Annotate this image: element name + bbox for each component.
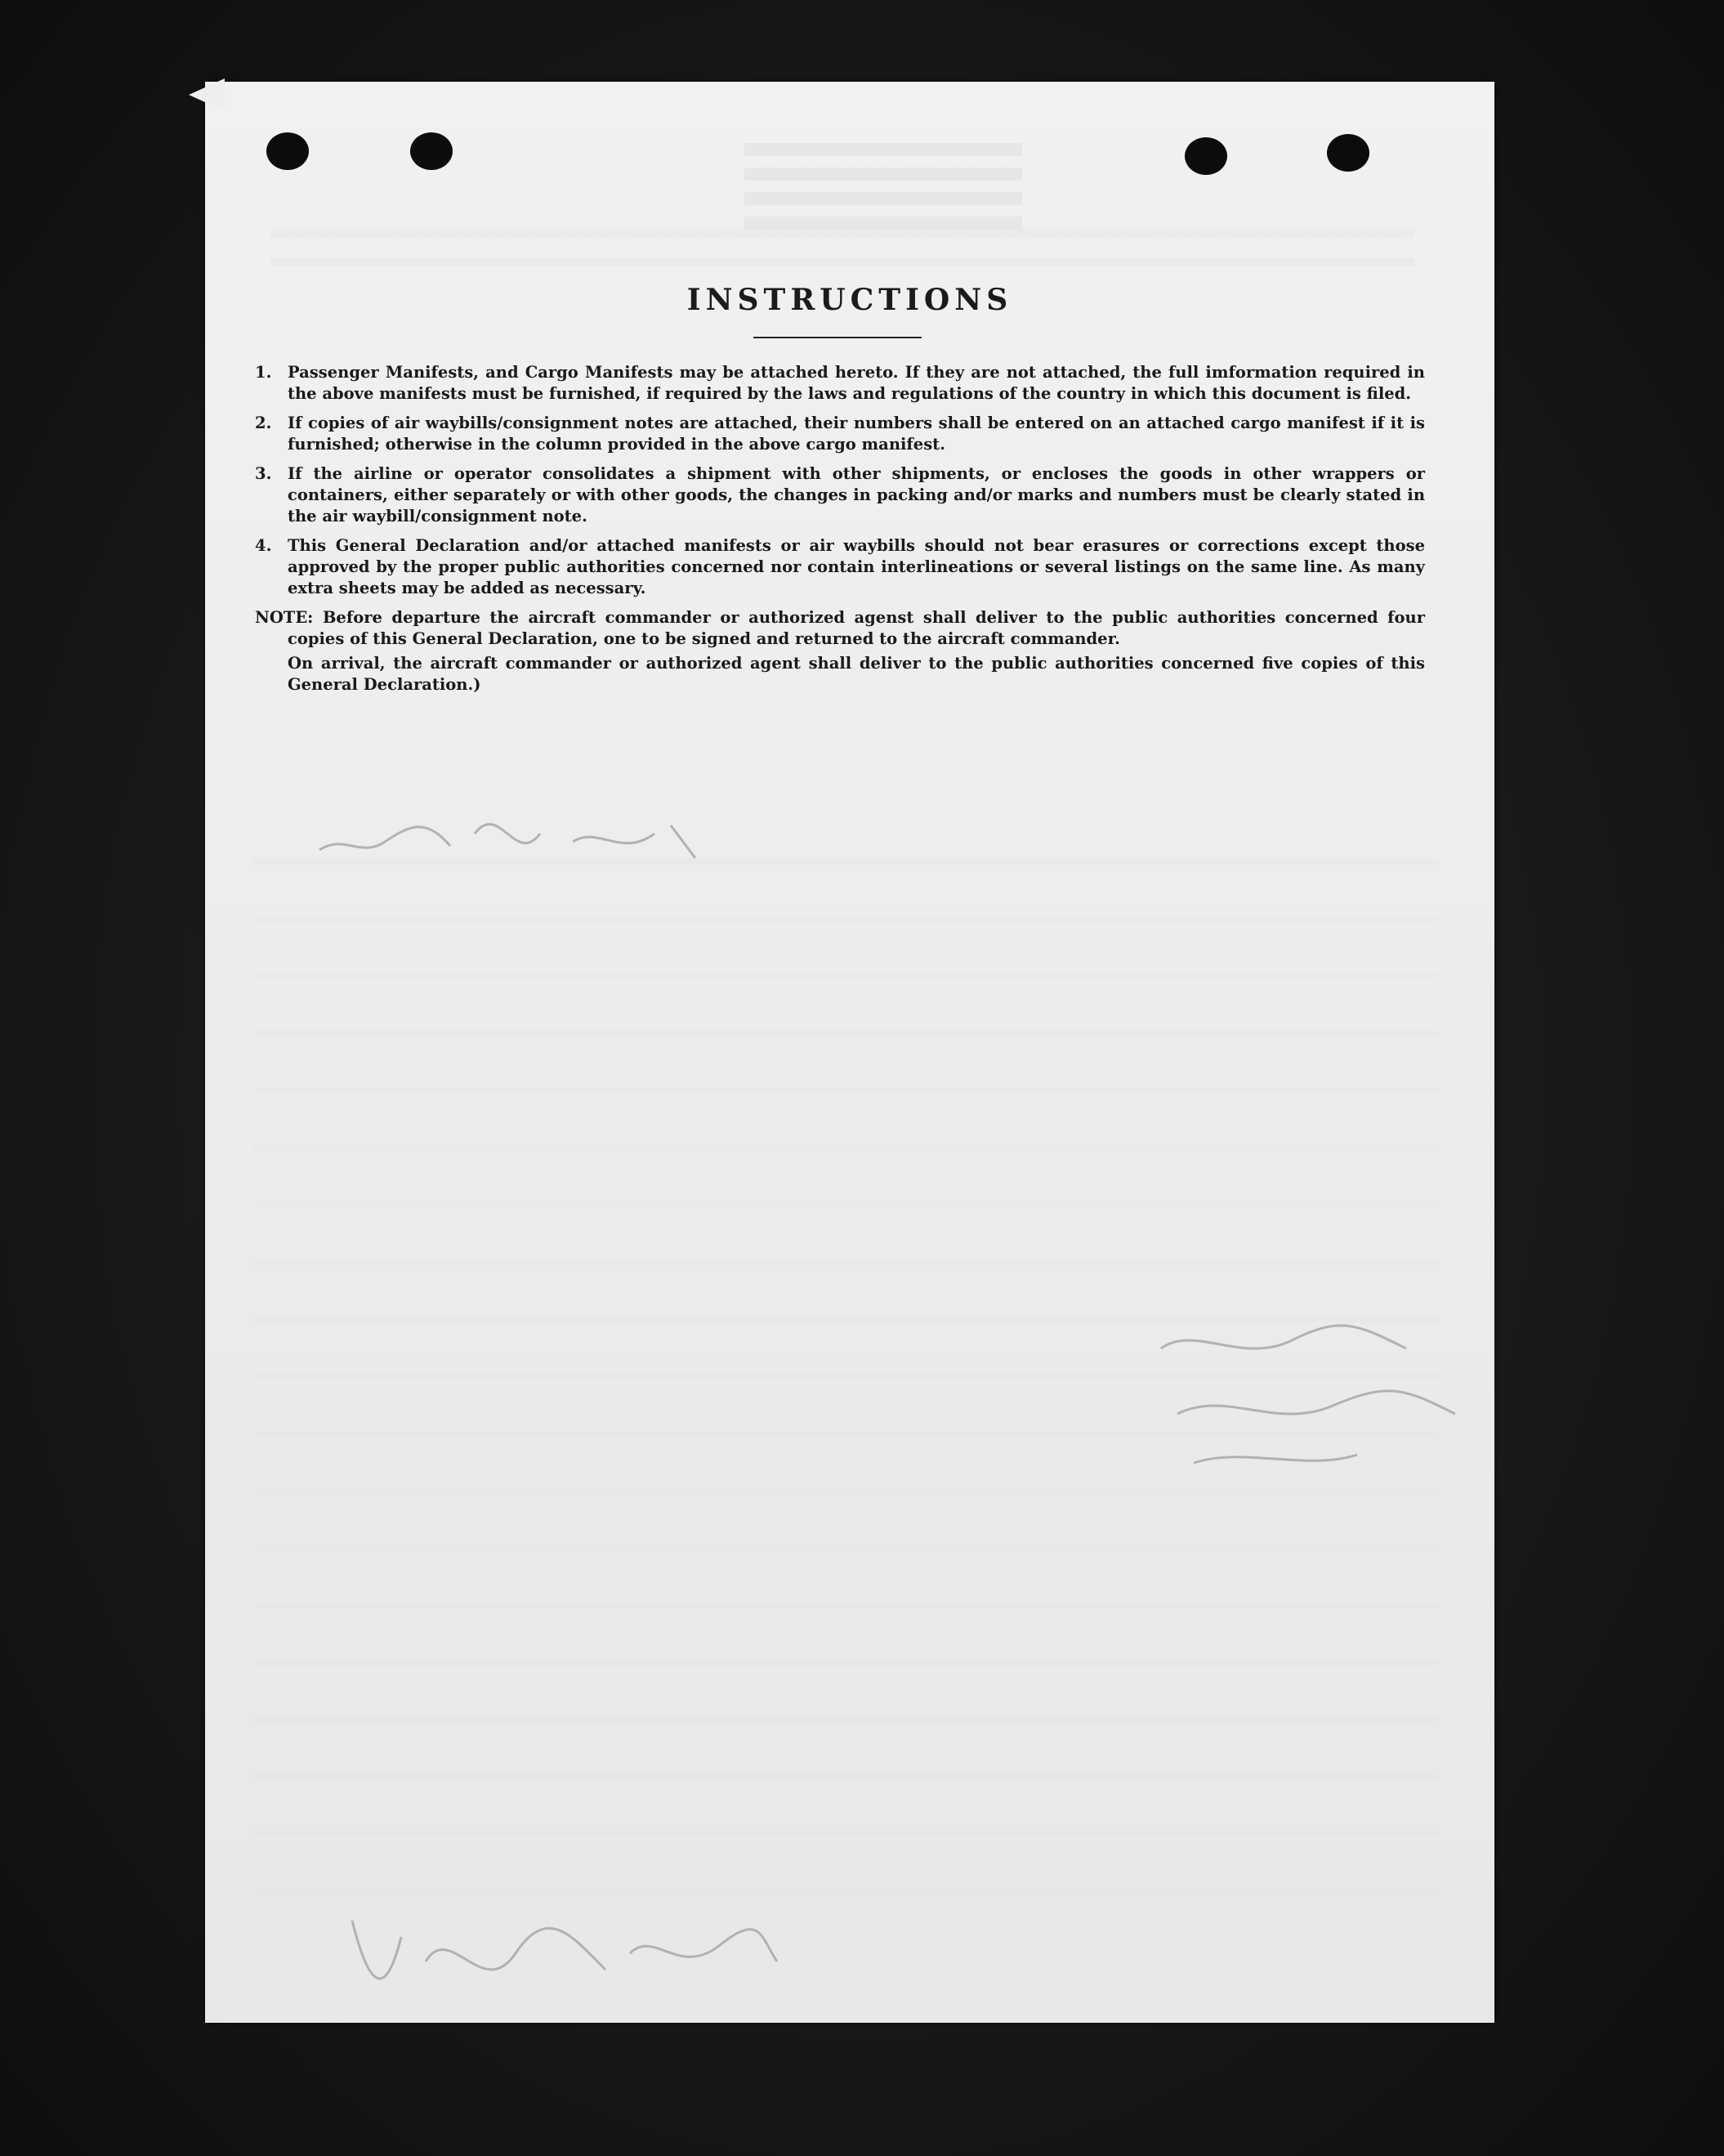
instruction-number: 2. [255, 414, 272, 432]
note-text: Before departure the aircraft commander or authorized agenst shall deliver to the public authorities concerned four copies of this General Declaration, one to be signed and returned to the aircraft commander. [288, 608, 1425, 648]
note-paragraph [255, 607, 1425, 650]
instruction-number: 1. [255, 363, 272, 382]
punch-hole [1185, 137, 1227, 175]
instruction-item [255, 362, 1425, 405]
instruction-item [255, 413, 1425, 455]
instruction-text: Passenger Manifests, and Cargo Manifests may be attached hereto. If they are not attached, the full imformation required in the above manifests must be furnished, if required by the laws and regulations of the country in which this document is filed. [288, 363, 1425, 403]
punch-hole [410, 132, 453, 170]
page-title: INSTRUCTIONS [686, 283, 1013, 317]
instruction-item [255, 463, 1425, 527]
instruction-number: 3. [255, 464, 272, 483]
note-arrival-text: On arrival, the aircraft commander or authorized agent shall deliver to the public authorities concerned five copies of this General Declaration.) [288, 654, 1425, 694]
instruction-text: If the airline or operator consolidates a shipment with other shipments, or encloses the goods in other wrappers or containers, either separately or with other goods, the changes in packing and/or marks and numbers must be clearly stated in the air waybill/consignment note. [288, 464, 1425, 526]
instruction-number: 4. [255, 536, 272, 555]
instruction-item [255, 535, 1425, 599]
title-underline [753, 337, 922, 338]
note-label: NOTE: [255, 608, 314, 627]
handwriting-mark-top [311, 785, 736, 883]
bleed-through-lines [270, 229, 1414, 278]
signature-mark-bottom [336, 1888, 793, 2019]
punch-hole [1327, 134, 1369, 172]
document-page [205, 82, 1494, 2023]
handwriting-mark-middle [1145, 1275, 1602, 1487]
punch-hole [266, 132, 309, 170]
instructions-list [255, 362, 1425, 696]
note-block [255, 607, 1425, 696]
bleed-through-header [744, 143, 1022, 241]
instruction-text: This General Declaration and/or attached manifests or air waybills should not bear erasures or corrections except those approved by the proper public authorities concerned nor contain interlineations or several listings on the same line. As many extra sheets may be added as necessary. [288, 536, 1425, 597]
instruction-text: If copies of air waybills/consignment notes are attached, their numbers shall be entered on an attached cargo manifest if it is furnished; otherwise in the column provided in the above cargo manifest. [288, 414, 1425, 454]
